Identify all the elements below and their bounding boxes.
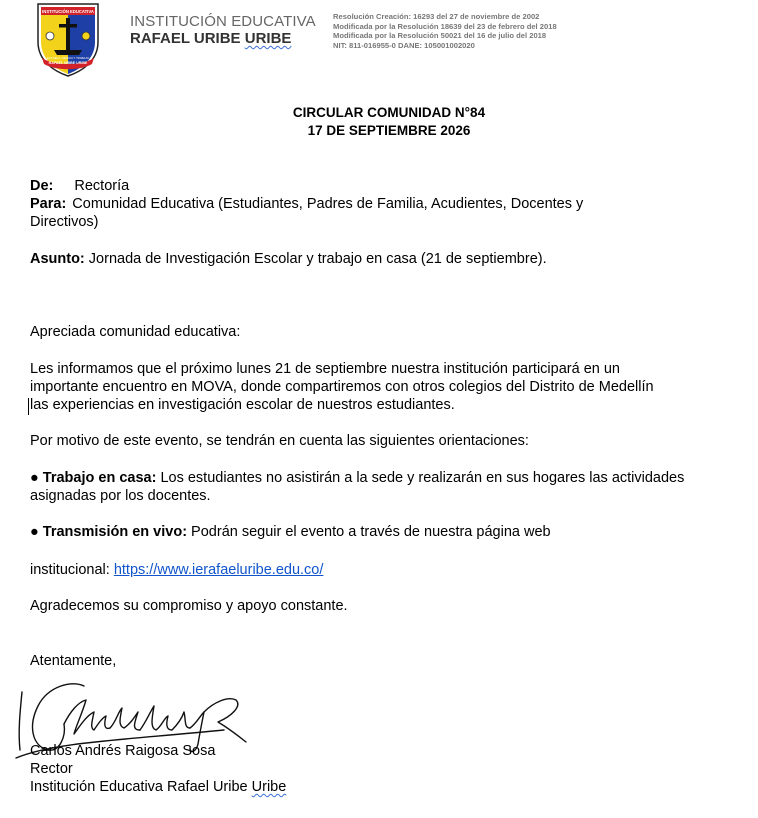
paragraph-1-line-1: Les informamos que el próximo lunes 21 de septiembre nuestra institución participará en un xyxy=(30,361,620,377)
text-cursor xyxy=(28,398,29,415)
bullet-1-label: ● Trabajo en casa: xyxy=(30,470,157,486)
bullet-1-text-line2: asignadas por los docentes. xyxy=(30,488,211,504)
para-label: Para: xyxy=(30,196,67,212)
institution-name-part: RAFAEL URIBE xyxy=(130,30,245,47)
institution-name-line2 xyxy=(130,30,291,47)
paragraph-1-line-3: las experiencias en investigación escolar de nuestros estudiantes. xyxy=(30,397,455,413)
institution-name-line1: INSTITUCIÓN EDUCATIVA xyxy=(130,13,316,30)
bullet-2-label: ● Transmisión en vivo: xyxy=(30,524,188,540)
institutional-prefix: institucional: xyxy=(30,562,114,578)
asunto-row xyxy=(30,250,547,268)
institutional-web-row xyxy=(30,561,323,579)
svg-text:RAFAEL URIBE URIBE: RAFAEL URIBE URIBE xyxy=(48,61,88,65)
signer-institution-underlined: Uribe xyxy=(251,779,287,795)
de-row xyxy=(30,177,129,195)
resolution-line-2: Modificada por la Resolución 18639 del 23 de febrero del 2018 xyxy=(333,22,557,31)
signer-name: Carlos Andrés Raigosa Sosa xyxy=(30,743,216,759)
institution-name-part-underlined: URIBE xyxy=(244,30,292,47)
signer-institution-part: Institución Educativa Rafael Uribe xyxy=(30,779,252,795)
bullet-2-text: Podrán seguir el evento a través de nuestra página web xyxy=(187,524,551,540)
signer-role: Rector xyxy=(30,761,73,777)
institution-crest-logo xyxy=(30,0,106,78)
svg-text:ESCUELA, CIENCIA Y TRABAJO: ESCUELA, CIENCIA Y TRABAJO xyxy=(47,56,89,60)
resolution-line-1: Resolución Creación: 16293 del 27 de noviembre de 2002 xyxy=(333,12,540,21)
para-value: Comunidad Educativa (Estudiantes, Padres de Familia, Acudientes, Docentes y xyxy=(72,196,584,212)
thanks-line: Agradecemos su compromiso y apoyo constante. xyxy=(30,598,348,614)
para-row xyxy=(30,195,583,213)
svg-text:INSTITUCIÓN EDUCATIVA: INSTITUCIÓN EDUCATIVA xyxy=(42,9,94,14)
institution-website-link[interactable]: https://www.ierafaeluribe.edu.co/ xyxy=(113,562,324,578)
greeting: Apreciada comunidad educativa: xyxy=(30,324,241,340)
resolution-line-4: NIT: 811-016955-0 DANE: 105001002020 xyxy=(333,41,475,50)
paragraph-2: Por motivo de este evento, se tendrán en cuenta las siguientes orientaciones: xyxy=(30,433,529,449)
closing-regards: Atentamente, xyxy=(30,653,117,669)
asunto-label: Asunto: xyxy=(30,251,85,267)
bullet-transmision-en-vivo xyxy=(30,523,551,541)
asunto-value: Jornada de Investigación Escolar y trabajo en casa (21 de septiembre). xyxy=(88,251,547,267)
circular-title: CIRCULAR COMUNIDAD N°84 xyxy=(292,105,486,120)
para-value-line2: Directivos) xyxy=(30,214,99,230)
circular-date: 17 DE SEPTIEMBRE 2026 xyxy=(307,123,471,138)
signer-institution xyxy=(30,778,286,796)
resolution-line-3: Modificada por la Resolución 50021 del 16 de julio del 2018 xyxy=(333,31,547,40)
paragraph-1-line-2: importante encuentro en MOVA, donde compartiremos con otros colegios del Distrito de Medellín xyxy=(30,379,654,395)
de-label: De: xyxy=(30,178,54,194)
bullet-1-text: Los estudiantes no asistirán a la sede y realizarán en sus hogares las actividades xyxy=(156,470,685,486)
de-value: Rectoría xyxy=(74,178,130,194)
bullet-trabajo-en-casa xyxy=(30,469,684,487)
